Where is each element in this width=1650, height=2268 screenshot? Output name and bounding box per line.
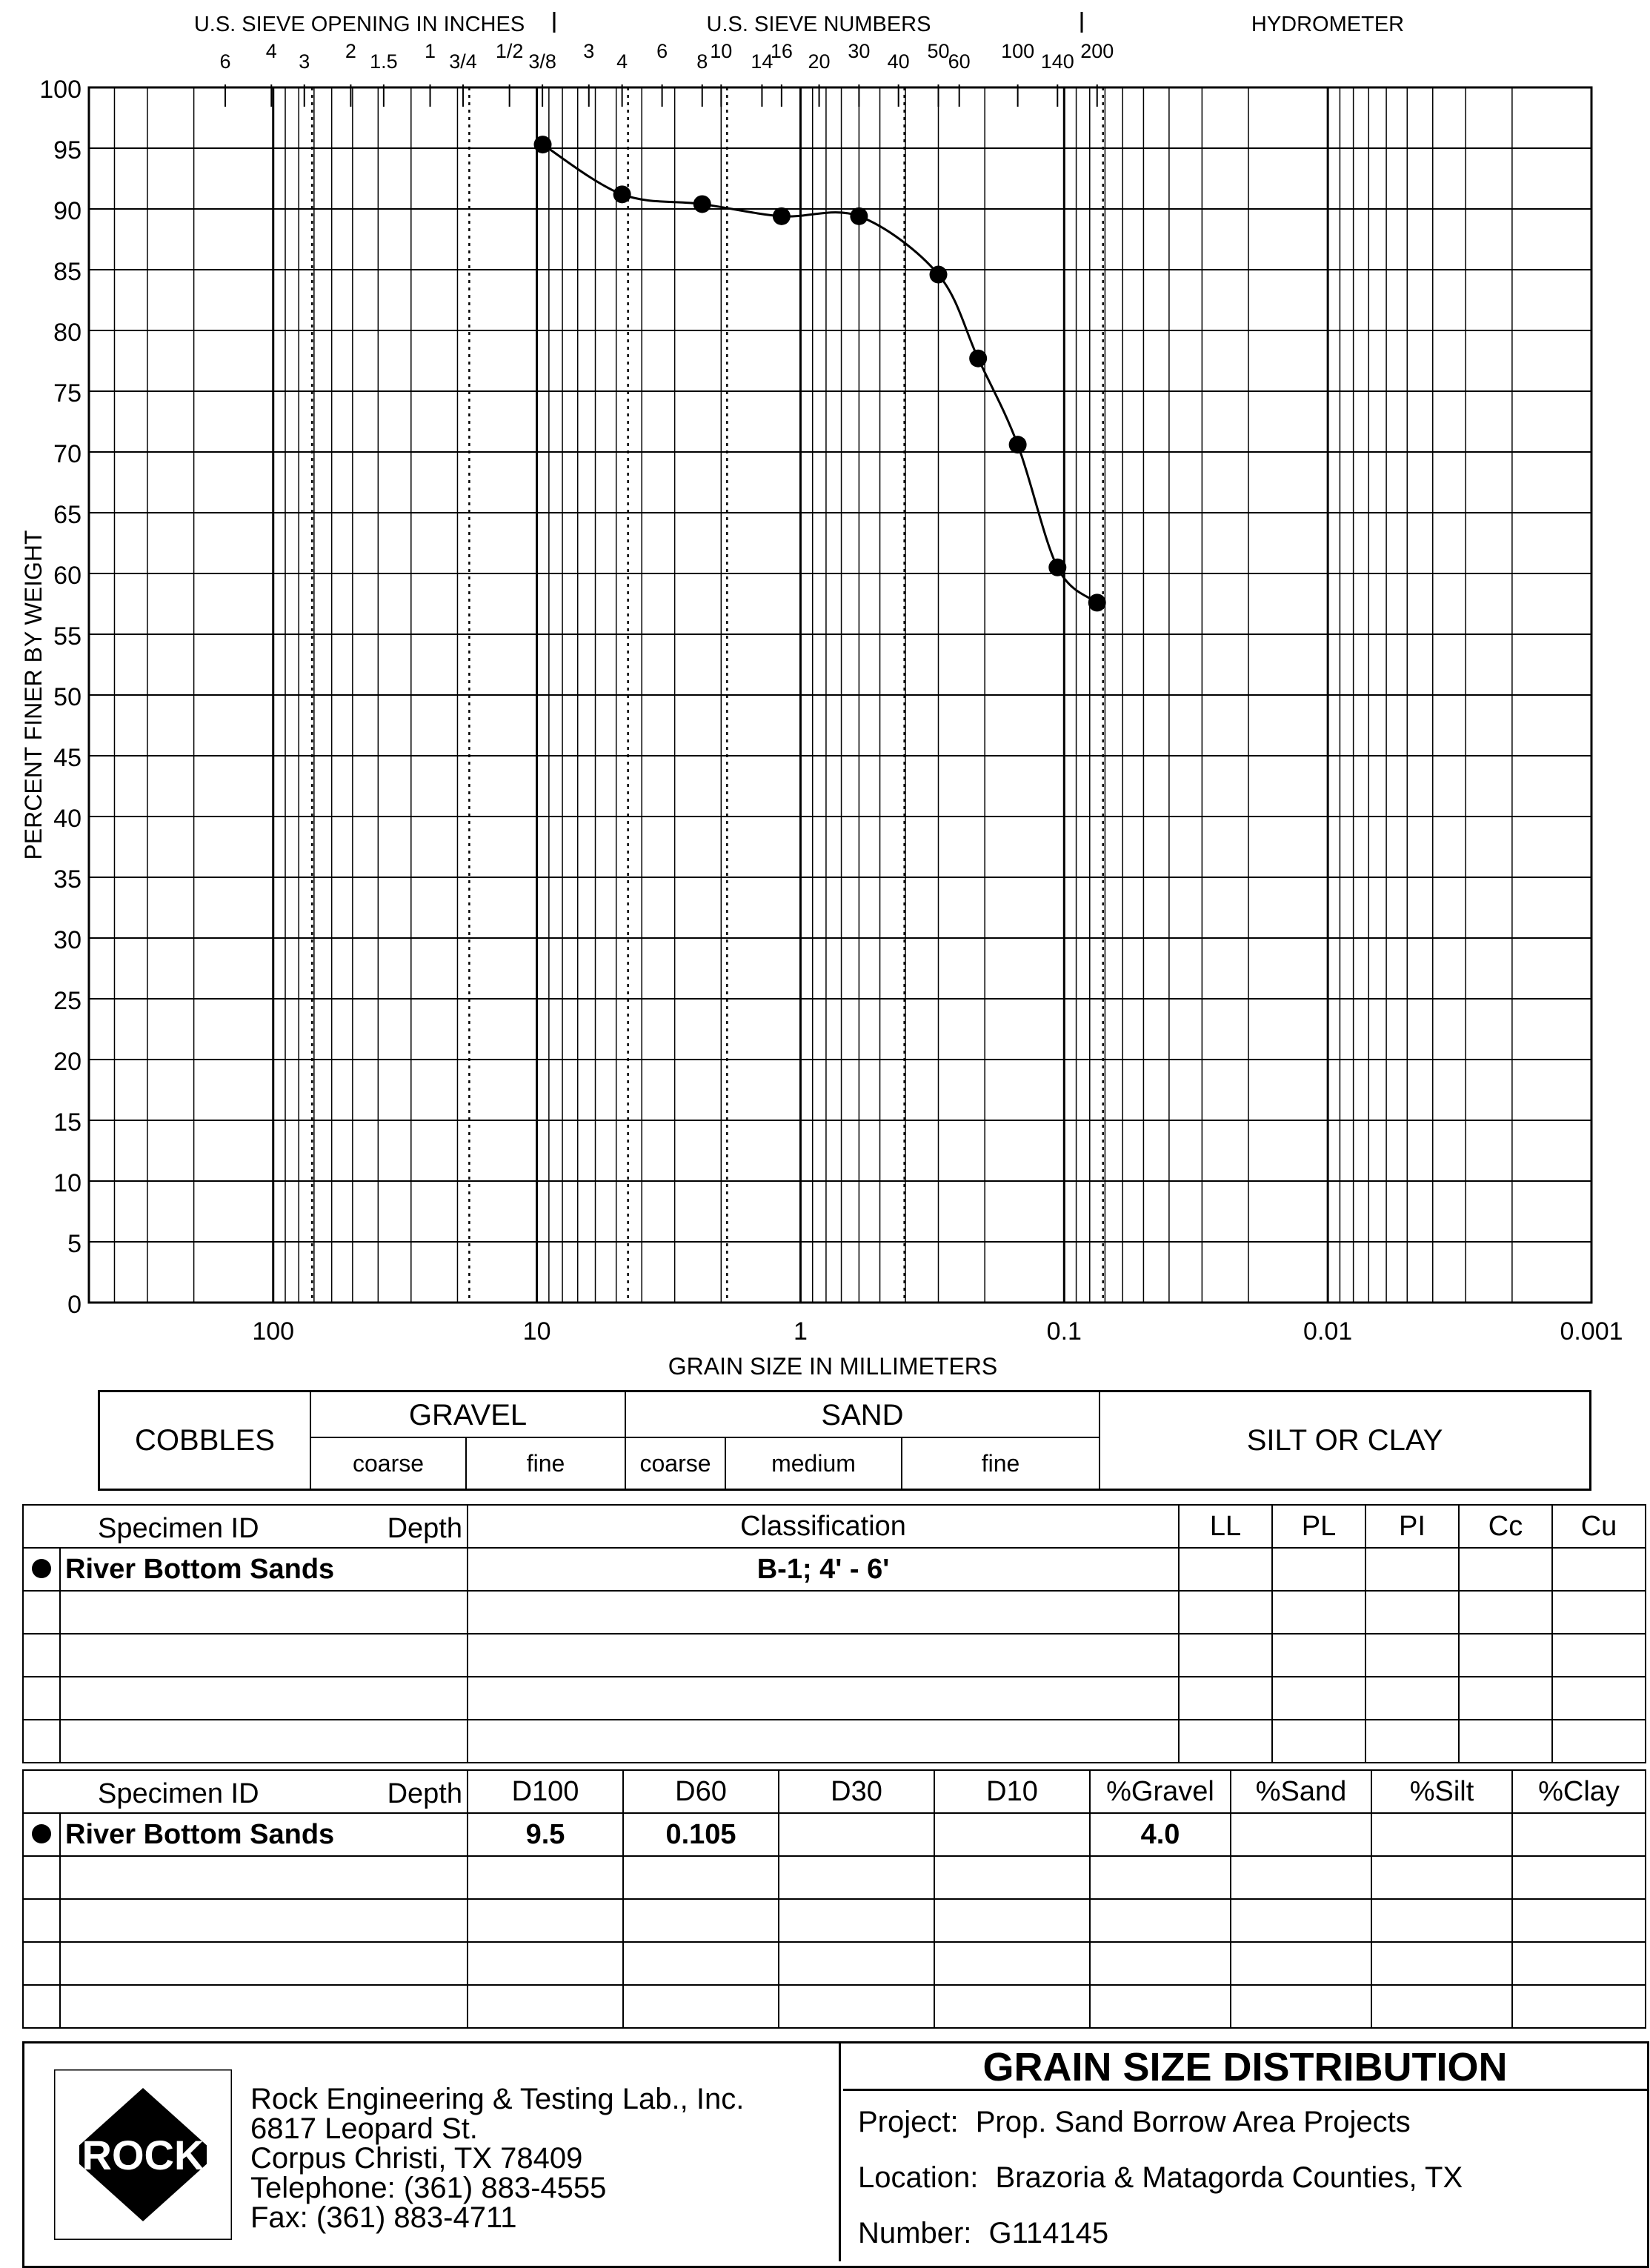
sand-label: SAND xyxy=(626,1392,1100,1438)
table-row xyxy=(23,1720,1646,1763)
y-tick-label: 35 xyxy=(53,865,81,894)
cu-header: Cu xyxy=(1552,1505,1646,1548)
specimen-id-header: Specimen ID xyxy=(98,1513,259,1544)
number-label: Number: xyxy=(858,2217,972,2249)
specimen-depth-header xyxy=(23,1770,468,1813)
table-row xyxy=(23,1548,1646,1591)
company-address xyxy=(250,2084,744,2232)
y-tick-label: 0 xyxy=(67,1291,81,1319)
y-tick-label: 40 xyxy=(53,805,81,833)
data-point xyxy=(969,350,987,368)
y-tick-label: 10 xyxy=(53,1169,81,1197)
data-point xyxy=(613,185,631,203)
sieve-label: 16 xyxy=(770,40,793,62)
company-telephone: Telephone: (361) 883-4555 xyxy=(250,2172,607,2204)
company-name: Rock Engineering & Testing Lab., Inc. xyxy=(250,2083,745,2115)
y-tick-label: 5 xyxy=(67,1230,81,1258)
marker-cell xyxy=(23,1813,60,1856)
gravel-fine-label: fine xyxy=(467,1438,626,1489)
y-tick-label: 65 xyxy=(53,501,81,529)
y-tick-label: 15 xyxy=(53,1108,81,1137)
table-row xyxy=(23,1677,1646,1720)
x-tick-label: 10 xyxy=(522,1317,551,1346)
table-row xyxy=(23,1813,1646,1856)
sieve-label: 6 xyxy=(656,40,668,62)
number-value: G114145 xyxy=(988,2217,1109,2249)
y-tick-label: 85 xyxy=(53,258,81,286)
sieve-label: 100 xyxy=(1001,40,1035,62)
company-fax: Fax: (361) 883-4711 xyxy=(250,2201,517,2234)
gravel-header: %Gravel xyxy=(1090,1770,1231,1813)
y-tick-label: 30 xyxy=(53,926,81,954)
sieve-label: 1/2 xyxy=(495,40,524,62)
location-label: Location: xyxy=(858,2161,979,2194)
sieve-label: 40 xyxy=(887,50,910,73)
sieve-label: 6 xyxy=(219,50,231,73)
series-line xyxy=(543,144,1097,602)
sieve-label: 20 xyxy=(808,50,831,73)
y-tick-label: 20 xyxy=(53,1048,81,1076)
d30-header: D30 xyxy=(779,1770,934,1813)
table-header-row xyxy=(23,1505,1646,1548)
y-tick-label: 55 xyxy=(53,622,81,651)
logo-text: ROCK xyxy=(81,2132,204,2178)
sand-fine-label: fine xyxy=(902,1438,1100,1489)
table-row xyxy=(23,1899,1646,1942)
d100-header: D100 xyxy=(468,1770,623,1813)
sieve-label: 1 xyxy=(425,40,436,62)
table-row xyxy=(23,1942,1646,1985)
project-label: Project: xyxy=(858,2106,959,2138)
sieve-label: 1.5 xyxy=(370,50,398,73)
specimen-cell: River Bottom Sands xyxy=(60,1548,468,1591)
table-header-row xyxy=(23,1770,1646,1813)
sieve-label: 140 xyxy=(1040,50,1074,73)
y-tick-label: 75 xyxy=(53,379,81,408)
y-tick-label: 80 xyxy=(53,319,81,347)
company-street: 6817 Leopard St. xyxy=(250,2112,478,2145)
depth-header: Depth xyxy=(387,1778,462,1809)
filled-circle-icon xyxy=(32,1824,51,1843)
project-value: Prop. Sand Borrow Area Projects xyxy=(975,2106,1411,2138)
gravel-cell: 4.0 xyxy=(1090,1813,1231,1856)
sieve-label: 4 xyxy=(616,50,628,73)
y-tick-label: 45 xyxy=(53,744,81,772)
specimen-depth-header xyxy=(23,1505,468,1548)
y-tick-label: 70 xyxy=(53,440,81,468)
sieve-label: 14 xyxy=(751,50,774,73)
silt-clay-label: SILT OR CLAY xyxy=(1246,1424,1443,1457)
classification-cell: B-1; 4' - 6' xyxy=(468,1548,1179,1591)
company-city: Corpus Christi, TX 78409 xyxy=(250,2142,583,2175)
d100-cell: 9.5 xyxy=(468,1813,623,1856)
location-value: Brazoria & Matagorda Counties, TX xyxy=(995,2161,1463,2194)
x-tick-label: 0.1 xyxy=(1046,1317,1082,1346)
y-axis-title: PERCENT FINER BY WEIGHT xyxy=(20,530,47,860)
x-tick-label: 0.01 xyxy=(1303,1317,1353,1346)
data-point xyxy=(1009,436,1027,453)
sieve-label: 50 xyxy=(927,40,950,62)
y-tick-label: 60 xyxy=(53,562,81,590)
company-block xyxy=(24,2043,841,2261)
sand-medium-label: medium xyxy=(726,1438,902,1489)
rock-logo-icon xyxy=(54,2069,232,2240)
d60-cell: 0.105 xyxy=(623,1813,779,1856)
classification-table xyxy=(22,1504,1646,1763)
classification-header: Classification xyxy=(468,1505,1179,1548)
project-line xyxy=(858,2106,1411,2139)
data-point xyxy=(1088,593,1106,611)
d60-header: D60 xyxy=(623,1770,779,1813)
sieve-label: 30 xyxy=(848,40,871,62)
d10-header: D10 xyxy=(934,1770,1090,1813)
location-line xyxy=(858,2161,1463,2195)
y-tick-label: 25 xyxy=(53,987,81,1015)
gravel-coarse-label: coarse xyxy=(311,1438,467,1489)
cc-header: Cc xyxy=(1459,1505,1552,1548)
top-header: U.S. SIEVE NUMBERS xyxy=(706,13,931,36)
y-tick-label: 50 xyxy=(53,683,81,711)
sieve-label: 3 xyxy=(583,40,595,62)
sieve-label: 200 xyxy=(1080,40,1114,62)
x-tick-label: 0.001 xyxy=(1560,1317,1623,1346)
report-title: GRAIN SIZE DISTRIBUTION xyxy=(843,2043,1647,2091)
data-point xyxy=(773,207,791,225)
sieve-label: 10 xyxy=(710,40,733,62)
specimen-cell: River Bottom Sands xyxy=(60,1813,468,1856)
data-point xyxy=(1048,559,1066,576)
filled-circle-icon xyxy=(32,1559,51,1578)
specimen-id-header: Specimen ID xyxy=(98,1778,259,1809)
data-point xyxy=(930,266,948,284)
pl-header: PL xyxy=(1272,1505,1365,1548)
gravel-label: GRAVEL xyxy=(311,1392,626,1438)
sieve-label: 3/4 xyxy=(449,50,477,73)
sand-header: %Sand xyxy=(1231,1770,1371,1813)
data-point xyxy=(534,136,552,153)
top-header: U.S. SIEVE OPENING IN INCHES xyxy=(193,13,525,36)
sieve-label: 2 xyxy=(345,40,356,62)
sand-coarse-label: coarse xyxy=(626,1438,726,1489)
gradation-table xyxy=(22,1769,1646,2029)
report-footer xyxy=(22,2041,1649,2268)
clay-header: %Clay xyxy=(1512,1770,1646,1813)
y-tick-label: 100 xyxy=(39,76,81,104)
data-point xyxy=(693,195,711,213)
x-tick-label: 1 xyxy=(793,1317,808,1346)
x-tick-label: 100 xyxy=(252,1317,295,1346)
sieve-label: 3/8 xyxy=(528,50,556,73)
project-info xyxy=(843,2091,1647,2261)
table-row xyxy=(23,1856,1646,1899)
table-row xyxy=(23,1591,1646,1634)
ll-header: LL xyxy=(1179,1505,1272,1548)
number-line xyxy=(858,2217,1108,2250)
sieve-label: 8 xyxy=(696,50,708,73)
table-row xyxy=(23,1985,1646,2028)
cobbles-label: COBBLES xyxy=(100,1392,311,1489)
marker-cell xyxy=(23,1548,60,1591)
y-tick-label: 90 xyxy=(53,197,81,225)
sieve-label: 4 xyxy=(265,40,277,62)
top-header: HYDROMETER xyxy=(1251,13,1405,36)
pi-header: PI xyxy=(1365,1505,1459,1548)
x-axis-title: GRAIN SIZE IN MILLIMETERS xyxy=(668,1353,998,1380)
depth-header: Depth xyxy=(387,1513,462,1544)
table-row xyxy=(23,1634,1646,1677)
y-tick-label: 95 xyxy=(53,136,81,164)
soil-classification-bar xyxy=(98,1390,1591,1491)
silt-header: %Silt xyxy=(1371,1770,1512,1813)
sieve-label: 60 xyxy=(948,50,971,73)
data-point xyxy=(850,207,868,225)
sieve-label: 3 xyxy=(299,50,310,73)
